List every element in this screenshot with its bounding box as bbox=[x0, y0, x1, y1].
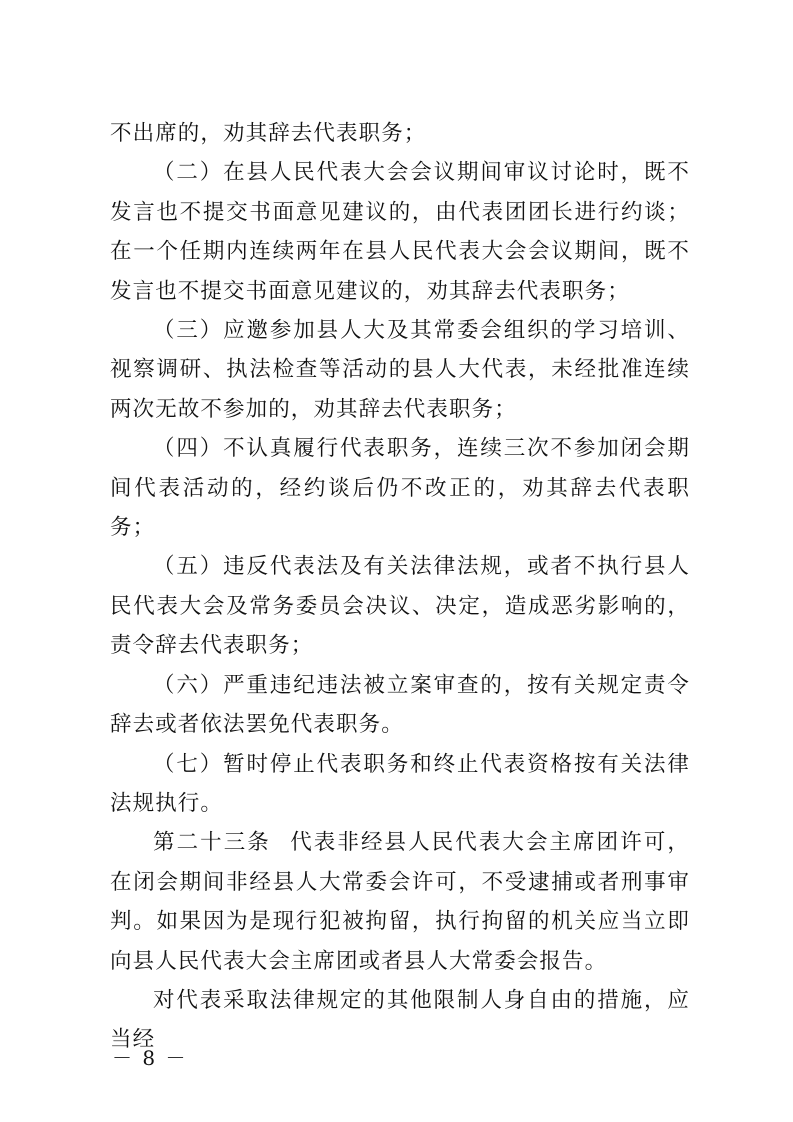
paragraph-item-4: （四）不认真履行代表职务，连续三次不参加闭会期间代表活动的，经约谈后仍不改正的，劝其辞去代表职务； bbox=[110, 436, 690, 541]
paragraph-item-5: （五）违反代表法及有关法律法规，或者不执行县人民代表大会及常务委员会决议、决定，造成恶劣影响的，责令辞去代表职务； bbox=[110, 554, 690, 659]
paragraph-item-3: （三）应邀参加县人大及其常委会组织的学习培训、视察调研、执法检查等活动的县人大代表，未经批准连续两次无故不参加的，劝其辞去代表职务； bbox=[110, 318, 690, 422]
article-23-body: 代表非经县人民代表大会主席团许可，在闭会期间非经县人大常委会许可，不受逮捕或者刑事审判。如果因为是现行犯被拘留，执行拘留的机关应当立即向县人民代表大会主席团或者县人大常委会报告。 bbox=[110, 830, 690, 974]
article-23-heading: 第二十三条 bbox=[153, 830, 271, 856]
paragraph-continuation: 不出席的，劝其辞去代表职务； bbox=[110, 121, 427, 146]
paragraph-item-7: （七）暂时停止代表职务和终止代表资格按有关法律法规执行。 bbox=[110, 751, 690, 816]
paragraph-item-6: （六）严重违纪违法被立案审查的，按有关规定责令辞去或者依法罢免代表职务。 bbox=[110, 672, 690, 738]
paragraph-item-2: （二）在县人民代表大会会议期间审议讨论时，既不发言也不提交书面意见建议的，由代表团团长进行约谈；在一个任期内连续两年在县人民代表大会会议期间，既不发言也不提交书面意见建议的，劝其辞去代表职务； bbox=[110, 160, 690, 304]
document-body bbox=[110, 114, 690, 1060]
paragraph-last: 对代表采取法律规定的其他限制人身自由的措施，应当经 bbox=[110, 987, 690, 1053]
page-number: － 8 － bbox=[112, 1046, 188, 1070]
article-23-paragraph bbox=[110, 823, 690, 981]
